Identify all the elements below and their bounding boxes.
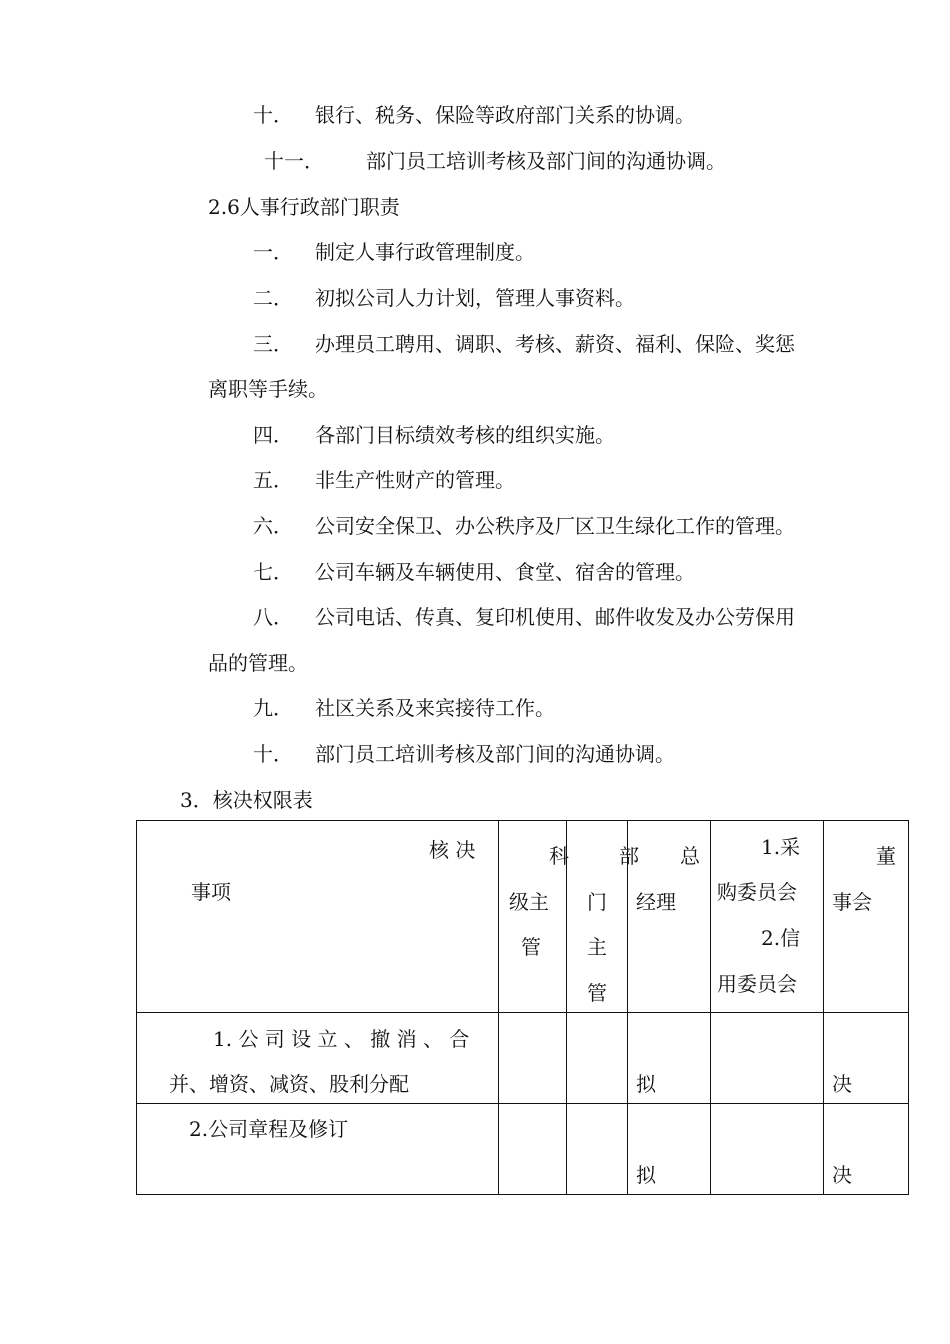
item-text: 1. 公 司 设 立 、 撤 消 、 合 [213, 1027, 470, 1051]
item-text: 部门员工培训考核及部门间的沟通协调。 [315, 742, 675, 766]
table-row [137, 1104, 909, 1195]
list-item [253, 742, 675, 766]
list-item [253, 696, 555, 720]
value-cell [711, 1013, 824, 1104]
value-text: 拟 [636, 1072, 656, 1096]
item-number: 十． [253, 742, 293, 766]
item-text: 制定人事行政管理制度。 [315, 240, 535, 264]
header-text: 2.信 [761, 926, 801, 950]
header-text: 门 [587, 890, 607, 914]
header-text: 经理 [636, 890, 676, 914]
header-cell [824, 821, 909, 1013]
item-text: 公司车辆及车辆使用、食堂、宿舍的管理。 [315, 560, 695, 584]
item-number: 十． [253, 103, 293, 127]
item-number: 十一． [264, 149, 324, 173]
item-cell [137, 1013, 499, 1104]
header-text: 科 [549, 844, 569, 868]
header-text: 管 [587, 981, 607, 1005]
item-text: 各部门目标绩效考核的组织实施。 [315, 423, 615, 447]
value-cell [628, 1104, 711, 1195]
item-number: 三． [253, 332, 293, 356]
header-text: 管 [521, 935, 541, 959]
value-cell [628, 1013, 711, 1104]
table-row [137, 1013, 909, 1104]
header-text: 1.采 [761, 835, 801, 859]
value-cell [499, 1104, 567, 1195]
item-text: 银行、税务、保险等政府部门关系的协调。 [315, 103, 695, 127]
item-number: 四． [253, 423, 293, 447]
header-text: 事会 [832, 890, 872, 914]
item-text: 社区关系及来宾接待工作。 [315, 696, 555, 720]
item-text: 公司安全保卫、办公秩序及厂区卫生绿化工作的管理。 [315, 514, 795, 538]
list-item [264, 149, 726, 173]
item-number: 一． [253, 240, 293, 264]
item-text: 非生产性财产的管理。 [315, 468, 515, 492]
header-cell [711, 821, 824, 1013]
list-item [253, 286, 635, 310]
header-text: 级主 [509, 890, 549, 914]
header-text: 总 [680, 844, 700, 868]
list-item [253, 514, 795, 538]
table-header-row [137, 821, 909, 1013]
list-item [253, 423, 615, 447]
value-text: 决 [832, 1163, 852, 1187]
value-cell [711, 1104, 824, 1195]
header-text: 购委员会 [717, 880, 797, 904]
header-text: 主 [587, 935, 607, 959]
item-number: 五． [253, 468, 293, 492]
list-item [253, 468, 515, 492]
corner-header-cell [137, 821, 499, 1013]
authority-table [136, 820, 909, 1195]
value-cell [824, 1104, 909, 1195]
item-text: 办理员工聘用、调职、考核、薪资、福利、保险、奖惩 [315, 332, 795, 356]
list-item-continuation: 品的管理。 [208, 651, 308, 675]
list-item [253, 605, 795, 629]
header-cell [499, 821, 567, 1013]
item-text: 并、增资、减资、股利分配 [169, 1072, 409, 1096]
value-text: 决 [832, 1072, 852, 1096]
value-cell [499, 1013, 567, 1104]
item-number: 八． [253, 605, 293, 629]
list-item [253, 103, 695, 127]
header-cell [628, 821, 711, 1013]
item-number: 二． [253, 286, 293, 310]
header-text: 用委员会 [717, 972, 797, 996]
list-item-continuation: 离职等手续。 [208, 377, 328, 401]
item-text: 2.公司章程及修订 [189, 1117, 349, 1141]
item-number: 七． [253, 560, 293, 584]
header-cell [567, 821, 639, 1013]
corner-label-bottom: 事项 [191, 880, 231, 904]
value-cell [567, 1104, 628, 1195]
list-item [253, 560, 695, 584]
item-number: 九． [253, 696, 293, 720]
section-title: 2.6人事行政部门职责 [208, 195, 400, 219]
corner-label-top: 核 决 [429, 838, 476, 862]
item-text: 部门员工培训考核及部门间的沟通协调。 [366, 149, 726, 173]
list-item [253, 240, 535, 264]
value-text: 拟 [636, 1163, 656, 1187]
header-text: 董 [876, 844, 896, 868]
item-cell [137, 1104, 499, 1195]
section-title: 3．核决权限表 [180, 788, 313, 812]
item-text: 公司电话、传真、复印机使用、邮件收发及办公劳保用 [315, 605, 795, 629]
item-number: 六． [253, 514, 293, 538]
value-cell [824, 1013, 909, 1104]
value-cell [567, 1013, 628, 1104]
header-text: 部 [619, 844, 639, 868]
item-text: 初拟公司人力计划，管理人事资料。 [315, 286, 635, 310]
list-item [253, 332, 795, 356]
